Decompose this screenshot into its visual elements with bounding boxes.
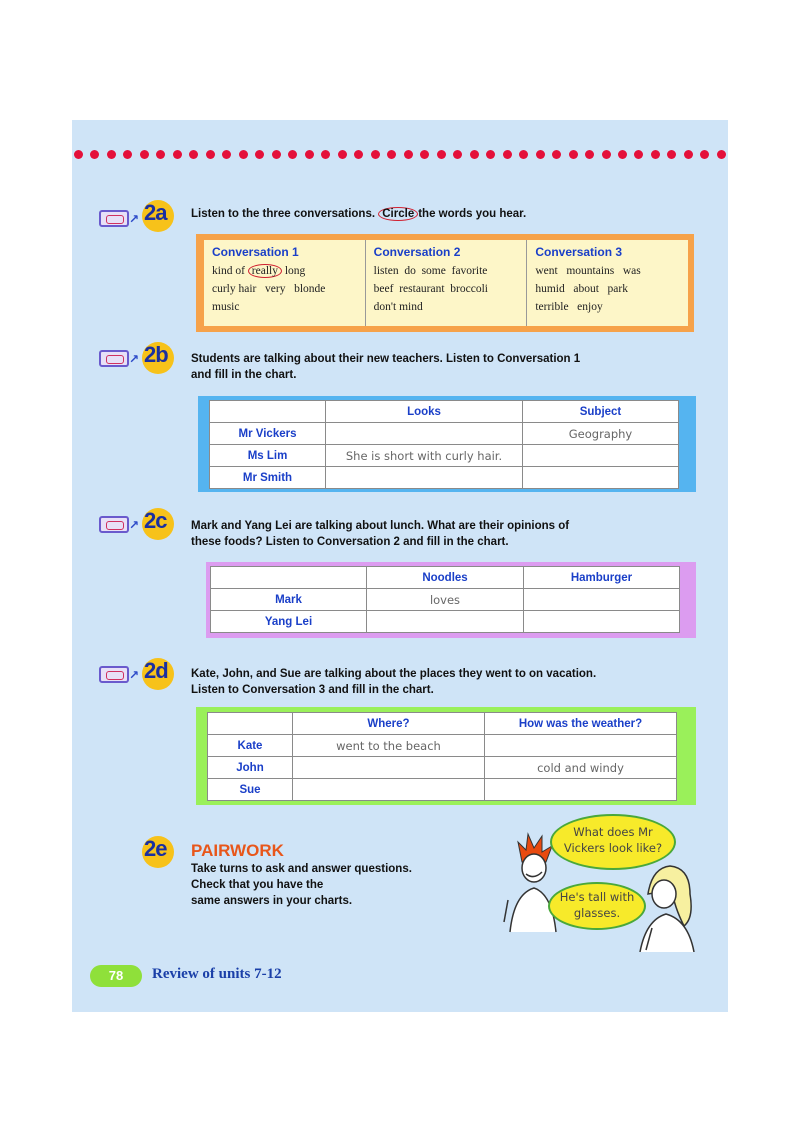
instruction-2e [191,861,412,909]
header-cell: Hamburger [524,567,680,589]
bubble-text: What does Mr [573,825,653,839]
divider-dot [156,150,165,159]
word-line: curly hair very blonde [212,283,326,295]
word-line: beef restaurant broccoli [373,283,488,295]
divider-dot [206,150,215,159]
pairwork-title: PAIRWORK [191,841,284,860]
divider-dot [437,150,446,159]
table-row [211,611,680,633]
word-box-frame [196,234,694,332]
arrow-icon: ↗ [129,518,140,532]
divider-dot [536,150,545,159]
word-line: humid about park [535,283,628,295]
cassette-tape-icon [99,350,129,367]
foods-chart [210,566,680,633]
divider-dot [321,150,330,159]
conversation-title: Conversation 1 [212,245,299,259]
answer-cell[interactable] [485,779,677,801]
divider-dot [503,150,512,159]
row-label: Sue [208,779,293,801]
instruction-2d [191,666,596,698]
word: long [284,265,306,277]
arrow-icon: ↗ [129,668,140,682]
divider-dot [618,150,627,159]
instruction-text: Listen to the three conversations. [191,208,376,220]
header-cell [208,713,293,735]
instruction-2c [191,518,569,550]
row-label: Mr Vickers [210,423,326,445]
answer-cell[interactable] [293,779,485,801]
answer-cell[interactable]: went to the beach [293,735,485,757]
divider-dot [453,150,462,159]
divider-dot [354,150,363,159]
divider-dot [569,150,578,159]
divider-dot [305,150,314,159]
divider-dot [519,150,528,159]
divider-dot [387,150,396,159]
table-row [208,757,677,779]
divider-dot [634,150,643,159]
row-label: John [208,757,293,779]
answer-cell[interactable] [326,467,523,489]
header-cell: How was the weather? [485,713,677,735]
header-cell: Where? [293,713,485,735]
boy-icon [504,834,556,932]
instruction-text: and fill in the chart. [191,369,297,381]
conversation-title: Conversation 2 [373,245,461,259]
divider-dot [667,150,676,159]
instruction-2b [191,351,580,383]
circled-word: Circle [378,207,418,221]
answer-cell[interactable]: loves [367,589,524,611]
row-label: Kate [208,735,293,757]
divider-dot [90,150,99,159]
word-line: don't mind [373,301,423,313]
answer-cell[interactable] [367,611,524,633]
conversation-title: Conversation 3 [535,245,623,259]
answer-cell[interactable]: She is short with curly hair. [326,445,523,467]
answer-cell[interactable] [523,467,679,489]
word-box [204,240,688,326]
word-line: music [212,301,240,313]
answer-cell[interactable] [485,735,677,757]
instruction-text: Kate, John, and Sue are talking about the places they went to on vacation. [191,668,597,680]
instruction-text: the words you hear. [418,208,527,220]
section-number: 2a [144,200,167,225]
arrow-icon: ↗ [129,212,140,226]
answer-cell[interactable] [524,589,680,611]
divider-dot [173,150,182,159]
page-number-badge: 78 [90,965,142,987]
instruction-text: same answers in your charts. [191,895,353,907]
answer-cell[interactable] [293,757,485,779]
divider-dot [552,150,561,159]
word-line: went mountains was [535,265,641,277]
footer-title: Review of units 7-12 [152,966,282,982]
conversation-3-column [527,240,688,326]
bubble-text: Vickers look like? [563,841,663,855]
answer-cell[interactable]: Geography [523,423,679,445]
header-cell: Looks [326,401,523,423]
section-number: 2b [144,342,168,367]
arrow-icon: ↗ [129,352,140,366]
section-number: 2d [144,658,168,683]
row-label: Yang Lei [211,611,367,633]
divider-dot [140,150,149,159]
divider-dot [404,150,413,159]
table-row [210,467,679,489]
section-number: 2e [144,836,167,861]
divider-dot [651,150,660,159]
word-line: listen do some favorite [373,265,488,277]
instruction-text: Mark and Yang Lei are talking about lunch. What are their opinions of [191,520,570,532]
conversation-1-column [204,240,366,326]
divider-dot [123,150,132,159]
cassette-tape-icon [99,516,129,533]
girl-icon [640,866,694,952]
answer-cell[interactable] [326,423,523,445]
vacation-chart [207,712,677,801]
divider-dot [717,150,726,159]
instruction-text: Students are talking about their new teachers. Listen to Conversation 1 [191,353,581,365]
divider-dot [338,150,347,159]
divider-dot [684,150,693,159]
speech-bubble-answer [548,882,646,930]
header-cell [210,401,326,423]
divider-dot [239,150,248,159]
circled-word: really [248,264,282,278]
instruction-text: Check that you have the [191,879,324,891]
row-label: Mark [211,589,367,611]
answer-cell[interactable] [524,611,680,633]
conversation-2-column [366,240,528,326]
header-cell: Subject [523,401,679,423]
divider-dot [107,150,116,159]
dotted-divider [72,150,728,164]
cassette-tape-icon [99,210,129,227]
divider-dot [700,150,709,159]
bubble-text: He's tall with [559,890,635,904]
word-line [212,262,357,280]
speech-bubble-question [550,814,676,870]
cassette-tape-icon [99,666,129,683]
answer-cell[interactable] [523,445,679,467]
table-row [211,589,680,611]
divider-dot [255,150,264,159]
word-line: terrible enjoy [535,301,603,313]
divider-dot [272,150,281,159]
instruction-text: Listen to Conversation 3 and fill in the chart. [191,684,434,696]
divider-dot [470,150,479,159]
header-cell [211,567,367,589]
divider-dot [371,150,380,159]
textbook-page [72,120,728,1012]
divider-dot [74,150,83,159]
section-number: 2c [144,508,167,533]
row-label: Ms Lim [210,445,326,467]
teachers-chart [209,400,679,489]
word: kind of [212,265,245,277]
instruction-2a [191,206,526,222]
divider-dot [420,150,429,159]
instruction-text: these foods? Listen to Conversation 2 and fill in the chart. [191,536,509,548]
divider-dot [602,150,611,159]
table-row [208,779,677,801]
divider-dot [288,150,297,159]
divider-dot [189,150,198,159]
bubble-text: glasses. [573,906,621,920]
answer-cell[interactable]: cold and windy [485,757,677,779]
table-row [208,735,677,757]
table-row [210,423,679,445]
divider-dot [486,150,495,159]
instruction-text: Take turns to ask and answer questions. [191,863,412,875]
header-cell: Noodles [367,567,524,589]
divider-dot [222,150,231,159]
divider-dot [585,150,594,159]
table-row [210,445,679,467]
row-label: Mr Smith [210,467,326,489]
